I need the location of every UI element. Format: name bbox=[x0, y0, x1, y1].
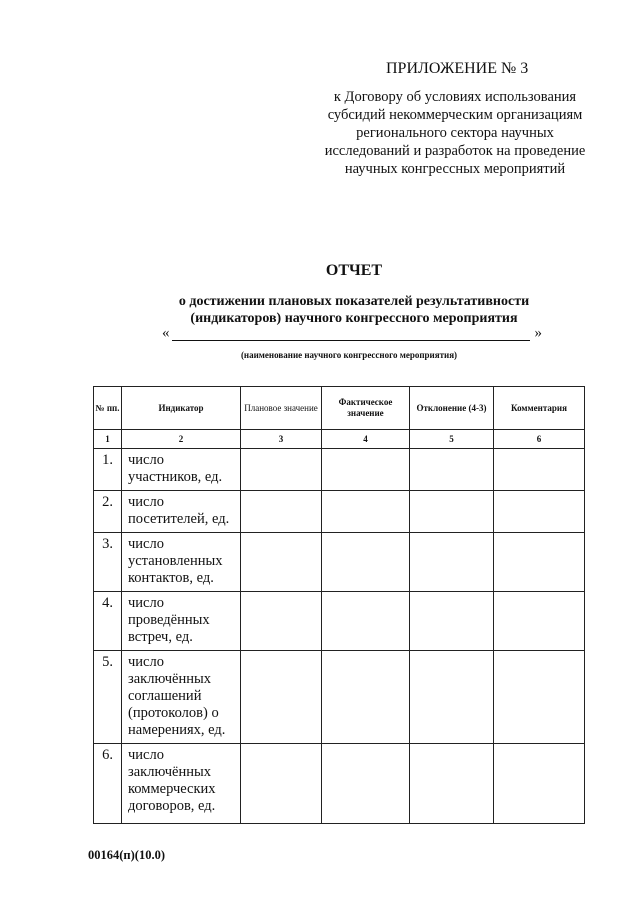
indicator-line: число bbox=[128, 536, 164, 552]
row-number: 1. bbox=[94, 449, 122, 491]
comment-cell[interactable] bbox=[494, 533, 585, 592]
indicator-line: число bbox=[128, 494, 164, 510]
deviation-cell[interactable] bbox=[410, 533, 494, 592]
table-row bbox=[94, 651, 585, 744]
indicator-line: намерениях, ед. bbox=[128, 722, 226, 738]
comment-cell[interactable] bbox=[494, 651, 585, 744]
comment-cell[interactable] bbox=[494, 592, 585, 651]
header-deviation: Отклонение (4-3) bbox=[410, 387, 494, 430]
deviation-cell[interactable] bbox=[410, 744, 494, 824]
appendix-title: ПРИЛОЖЕНИЕ № 3 bbox=[386, 60, 529, 77]
row-number: 6. bbox=[94, 744, 122, 824]
indicator-line: коммерческих bbox=[128, 781, 216, 797]
actual-value-cell[interactable] bbox=[322, 491, 410, 533]
indicator-line: заключённых bbox=[128, 671, 211, 687]
indicator-cell bbox=[122, 449, 241, 491]
indicator-cell bbox=[122, 592, 241, 651]
table-header-row bbox=[94, 387, 585, 430]
indicator-line: контактов, ед. bbox=[128, 570, 214, 586]
appendix-line: субсидий некоммерческим организациям bbox=[327, 107, 583, 123]
header-planned: Плановое значение bbox=[241, 387, 322, 430]
column-number-row bbox=[94, 430, 585, 449]
indicator-line: (протоколов) о bbox=[128, 705, 219, 721]
column-number: 4 bbox=[322, 430, 410, 449]
comment-cell[interactable] bbox=[494, 744, 585, 824]
appendix-subtitle bbox=[305, 88, 605, 178]
actual-value-cell[interactable] bbox=[322, 533, 410, 592]
deviation-cell[interactable] bbox=[410, 592, 494, 651]
indicator-line: соглашений bbox=[128, 688, 202, 704]
indicator-line: установленных bbox=[128, 553, 223, 569]
indicator-cell bbox=[122, 651, 241, 744]
indicator-line: заключённых bbox=[128, 764, 211, 780]
column-number: 1 bbox=[94, 430, 122, 449]
column-number: 3 bbox=[241, 430, 322, 449]
indicator-line: число bbox=[128, 452, 164, 468]
planned-value-cell[interactable] bbox=[241, 744, 322, 824]
event-name-underline bbox=[172, 340, 530, 341]
indicator-line: число bbox=[128, 654, 164, 670]
planned-value-cell[interactable] bbox=[241, 651, 322, 744]
indicator-cell bbox=[122, 533, 241, 592]
quote-open: « bbox=[162, 325, 170, 341]
deviation-cell[interactable] bbox=[410, 491, 494, 533]
column-number: 6 bbox=[494, 430, 585, 449]
header-actual: Фактическое значение bbox=[322, 387, 410, 430]
indicators-table bbox=[93, 386, 585, 824]
appendix-line: научных конгрессных мероприятий bbox=[344, 161, 566, 177]
comment-cell[interactable] bbox=[494, 449, 585, 491]
row-number: 3. bbox=[94, 533, 122, 592]
document-code: 00164(п)(10.0) bbox=[88, 848, 165, 862]
report-subtitle-line: (индикаторов) научного конгрессного мероприятия bbox=[190, 311, 518, 326]
event-name-field bbox=[162, 324, 542, 346]
actual-value-cell[interactable] bbox=[322, 744, 410, 824]
header-indicator: Индикатор bbox=[122, 387, 241, 430]
indicator-line: число bbox=[128, 595, 164, 611]
quote-close: » bbox=[534, 325, 542, 341]
planned-value-cell[interactable] bbox=[241, 592, 322, 651]
report-title: ОТЧЕТ bbox=[325, 262, 383, 279]
actual-value-cell[interactable] bbox=[322, 449, 410, 491]
report-subtitle bbox=[0, 293, 640, 327]
deviation-cell[interactable] bbox=[410, 651, 494, 744]
row-number: 2. bbox=[94, 491, 122, 533]
header-comment: Комментария bbox=[494, 387, 585, 430]
indicator-cell bbox=[122, 491, 241, 533]
planned-value-cell[interactable] bbox=[241, 449, 322, 491]
indicator-line: договоров, ед. bbox=[128, 798, 216, 814]
table-row bbox=[94, 491, 585, 533]
appendix-line: регионального сектора научных bbox=[356, 125, 554, 141]
appendix-line: к Договору об условиях использования bbox=[333, 89, 577, 105]
report-subtitle-line: о достижении плановых показателей результативности bbox=[178, 294, 530, 309]
indicator-line: число bbox=[128, 747, 164, 763]
column-number: 2 bbox=[122, 430, 241, 449]
table-row bbox=[94, 744, 585, 824]
deviation-cell[interactable] bbox=[410, 449, 494, 491]
header-number: № пп. bbox=[94, 387, 122, 430]
table-row bbox=[94, 449, 585, 491]
indicator-line: посетителей, ед. bbox=[128, 511, 230, 527]
indicator-line: участников, ед. bbox=[128, 469, 223, 485]
planned-value-cell[interactable] bbox=[241, 533, 322, 592]
row-number: 5. bbox=[94, 651, 122, 744]
table-row bbox=[94, 533, 585, 592]
actual-value-cell[interactable] bbox=[322, 651, 410, 744]
table-row bbox=[94, 592, 585, 651]
indicator-cell bbox=[122, 744, 241, 824]
appendix-line: исследований и разработок на проведение bbox=[324, 143, 586, 159]
actual-value-cell[interactable] bbox=[322, 592, 410, 651]
event-name-caption: (наименование научного конгрессного мероприятия) bbox=[240, 350, 458, 360]
indicator-line: проведённых bbox=[128, 612, 210, 628]
planned-value-cell[interactable] bbox=[241, 491, 322, 533]
column-number: 5 bbox=[410, 430, 494, 449]
indicator-line: встреч, ед. bbox=[128, 629, 193, 645]
row-number: 4. bbox=[94, 592, 122, 651]
comment-cell[interactable] bbox=[494, 491, 585, 533]
